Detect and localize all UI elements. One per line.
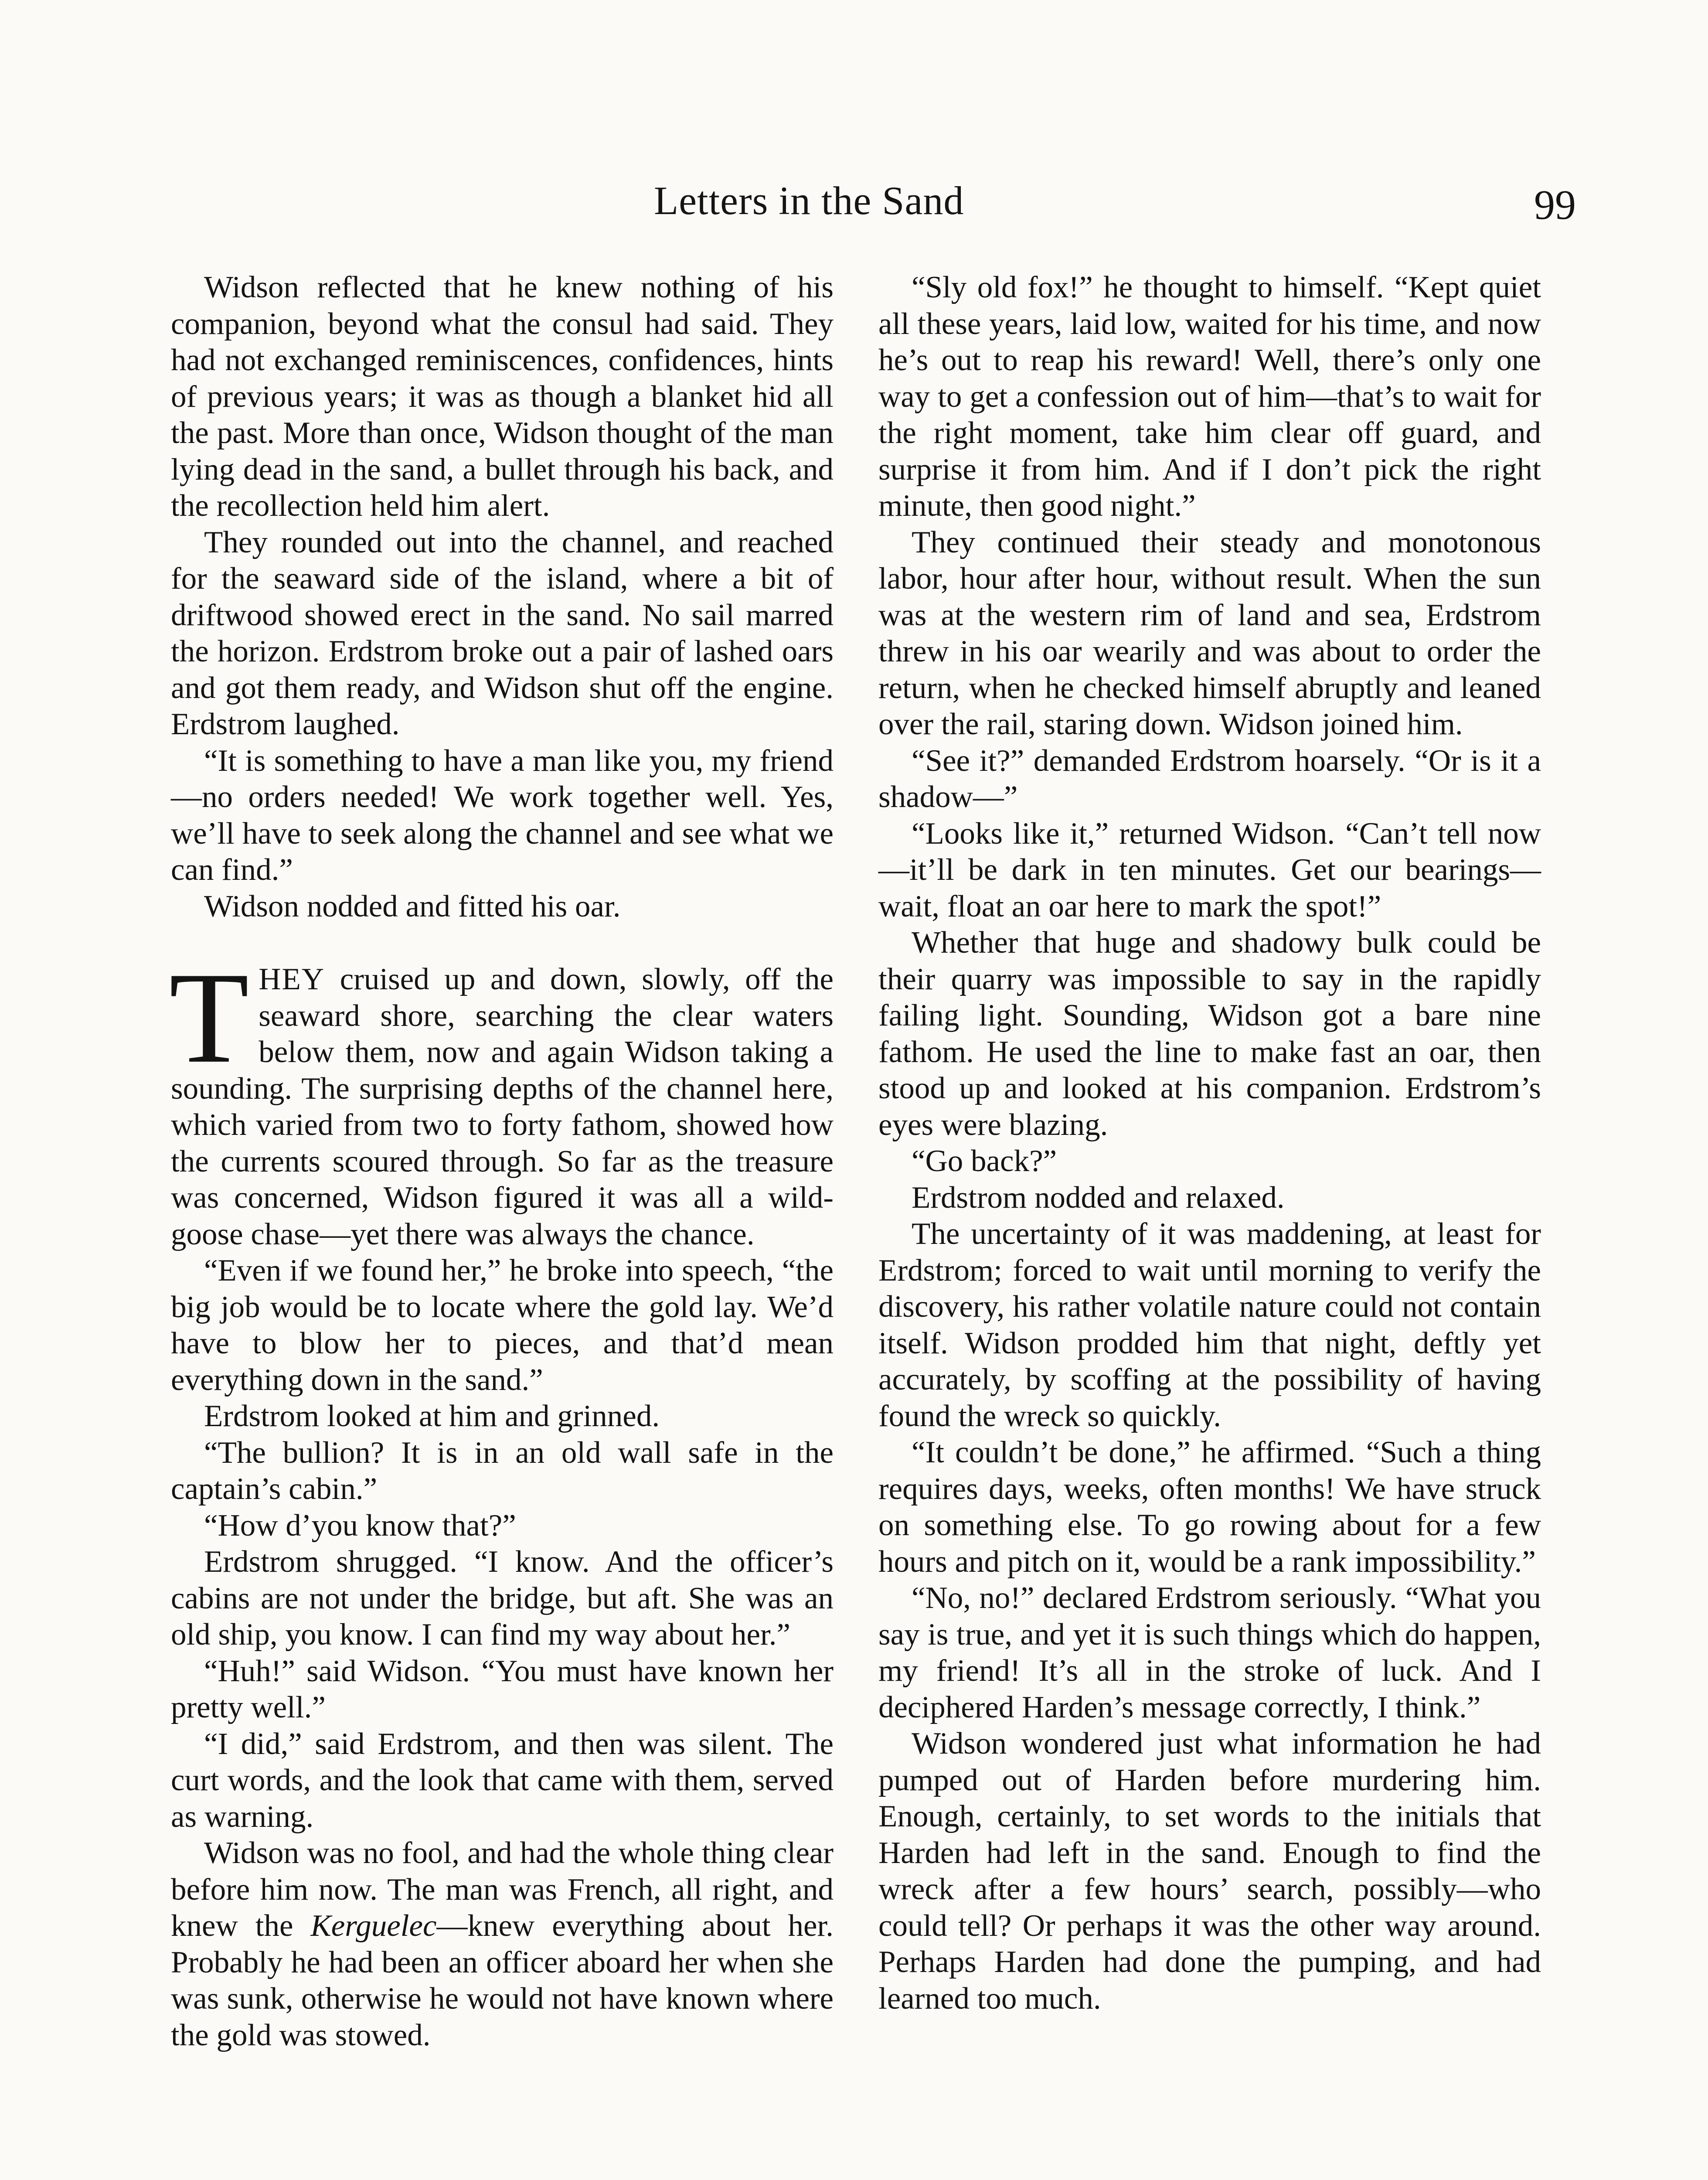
paragraph: “It is something to have a man like you, my friend—no orders needed! We work together well. Yes, we’ll have to seek along the channel and see what we can find.” [171,743,834,887]
paragraph: “Go back?” [912,1144,1057,1178]
paragraph: Whether that huge and shadowy bulk could be their quarry was impossible to say in the rapidly failing light. Sounding, Widson got a bare nine fathom. He used the line to make fast an oar, then stood up and looked at his companion. Erdstrom’s eyes were blazing. [878,926,1541,1142]
running-head-title: Letters in the Sand [654,178,964,223]
ship-name: Kerguelec [310,1909,437,1943]
paragraph: “Sly old fox!” he thought to himself. “Kept quiet all these years, laid low, waited for his time, and now he’s out to reap his reward! Well, there’s only one way to get a confession out of him—that’s to wait for the right moment, take him clear off guard, and surprise it from him. And if I don’t pick the right minute, then good night.” [878,270,1541,523]
paragraph [171,1835,834,2054]
paragraph: “Even if we found her,” he broke into speech, “the big job would be to locate where the gold lay. We’d have to blow her to pieces, and that’d mean everything down in the sand.” [171,1254,834,1397]
paragraph: The uncertainty of it was maddening, at least for Erdstrom; forced to wait until morning to verify the discovery, his rather volatile nature could not contain itself. Widson prodded him that night, deftly yet accurately, by scoffing at the possibility of having found the wreck so quickly. [878,1217,1541,1433]
paragraph-text: cruised up and down, slowly, off the seaward shore, searching the clear waters below them, now and again Widson taking a sounding. The surprising depths of the channel here, which varied from two to forty fathom, showed how the currents scoured through. So far as the treasure was concerned, Widson figured it was all a wild-goose chase—yet there was always the chance. [171,962,834,1251]
drop-cap-continuation: HEY [259,962,325,996]
paragraph: “It couldn’t be done,” he affirmed. “Such a thing requires days, weeks, often months! We have struck on something else. To go rowing about for a few hours and pitch on it, would be a rank impossibility.” [878,1435,1541,1579]
paragraph: “How d’you know that?” [204,1508,516,1543]
paragraph-text: Widson was no fool, and had the whole thing clear before him now. The man was French, all right, and knew the [171,1836,834,1943]
page-number: 99 [1534,181,1576,228]
paragraph: Erdstrom nodded and relaxed. [912,1180,1285,1215]
paragraph: They rounded out into the channel, and reached for the seaward side of the island, where a bit of driftwood showed erect in the sand. No sail marred the horizon. Erdstrom broke out a pair of lashed oars and got them ready, and Widson shut off the engine. Erdstrom laughed. [171,525,834,741]
paragraph: “No, no!” declared Erdstrom seriously. “What you say is true, and yet it is such things which do happen, my friend! It’s all in the stroke of luck. And I deciphered Harden’s message correctly, I think.” [878,1581,1541,1724]
paragraph: “I did,” said Erdstrom, and then was silent. The curt words, and the look that came with them, served as warning. [171,1727,834,1834]
paragraph: They continued their steady and monotonous labor, hour after hour, without result. When the sun was at the western rim of land and sea, Erdstrom threw in his oar wearily and was about to order the return, when he checked himself abruptly and leaned over the rail, staring down. Widson joined him. [878,525,1541,741]
paragraph: Erdstrom looked at him and grinned. [204,1399,660,1433]
paragraph: Widson wondered just what information he had pumped out of Harden before murdering him. Enough, certainly, to set words to the initials that Harden had left in the sand. Enough to find the wreck after a few hours’ search, possibly—who could tell? Or perhaps it was the other way around. Perhaps Harden had done the pumping, and had learned too much. [878,1727,1541,2016]
left-text-column [171,269,834,2054]
paragraph: “Looks like it,” returned Widson. “Can’t tell now—it’ll be dark in ten minutes. Get our bearings—wait, float an oar here to mark the spot!” [878,816,1541,923]
paragraph: “See it?” demanded Erdstrom hoarsely. “Or is it a shadow—” [878,743,1541,814]
paragraph: Widson nodded and fitted his oar. [204,889,621,923]
paragraph: “The bullion? It is in an old wall safe in the captain’s cabin.” [171,1435,834,1506]
section-start-paragraph [169,945,834,1253]
paragraph: Widson reflected that he knew nothing of his companion, beyond what the consul had said. They had not exchanged reminiscences, confidences, hints of previous years; it was as though a blanket hid all the past. More than once, Widson thought of the man lying dead in the sand, a bullet through his back, and the recollection held him alert. [171,270,834,523]
paragraph: “Huh!” said Widson. “You must have known her pretty well.” [171,1654,834,1724]
paragraph-text: —knew everything about her. Probably he had been an officer aboard her when she was sunk, otherwise he would not have known where the gold was stowed. [171,1909,834,2052]
paragraph: Erdstrom shrugged. “I know. And the officer’s cabins are not under the bridge, but aft. She was an old ship, you know. I can find my way about her.” [171,1545,834,1652]
drop-cap-letter: T [169,945,249,1090]
right-text-column [878,269,1541,2017]
